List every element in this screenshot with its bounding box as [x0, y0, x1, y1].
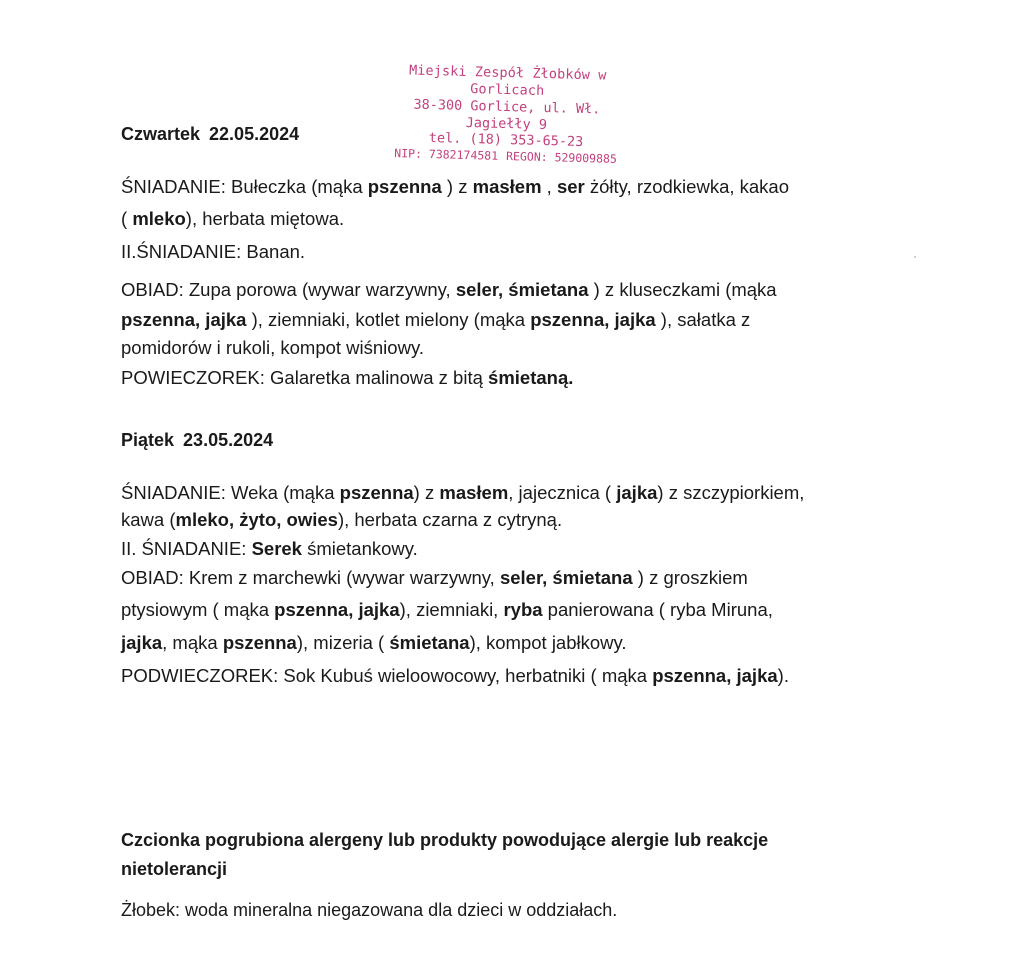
allergen-text: seler, śmietana	[455, 279, 589, 300]
menu-text: ) z groszkiem	[632, 567, 748, 588]
menu-text: ), herbata czarna z cytryną.	[337, 509, 563, 530]
menu-line	[121, 632, 921, 654]
allergen-text: pszenna, jajka	[652, 665, 778, 686]
menu-line	[121, 509, 921, 531]
day-date: 23.05.2024	[183, 430, 274, 450]
allergen-text: pszenna, jajka	[121, 309, 247, 330]
day-title-friday	[121, 430, 273, 451]
menu-text: pomidorów i rukoli, kompot wiśniowy.	[121, 337, 424, 358]
menu-line	[121, 241, 921, 263]
scan-speck	[914, 256, 916, 258]
menu-text: ,	[541, 176, 557, 197]
menu-text: ), herbata miętowa.	[185, 208, 345, 229]
menu-text: , jajecznica (	[508, 482, 617, 503]
allergen-text: mleko, żyto, owies	[175, 509, 338, 530]
menu-text: ), ziemniaki, kotlet mielony (mąka	[246, 309, 531, 330]
menu-text: PODWIECZOREK: Sok Kubuś wieloowocowy, herbatniki ( mąka	[121, 665, 653, 686]
allergen-text: śmietaną.	[488, 367, 574, 388]
menu-line	[121, 367, 921, 389]
menu-text: ), kompot jabłkowy.	[469, 632, 627, 653]
stamp-nip: NIP: 7382174581	[394, 146, 499, 163]
stamp-phone: tel. (18) 353-65-23	[428, 129, 584, 151]
allergen-text: mleko	[132, 208, 186, 229]
stamp-regon: REGON: 529009885	[505, 149, 618, 166]
allergen-text: pszenna	[339, 482, 414, 503]
day-name: Czwartek	[121, 124, 201, 144]
allergen-text: Serek	[251, 538, 302, 559]
day-title-thursday	[121, 124, 299, 145]
menu-text: panierowana ( ryba Miruna,	[542, 599, 773, 620]
menu-line	[121, 665, 921, 687]
menu-text: ) z	[413, 482, 440, 503]
allergen-note: Czcionka pogrubiona alergeny lub produkty powodujące alergie lub reakcje	[121, 830, 769, 850]
menu-text: (	[121, 208, 133, 229]
allergen-text: seler, śmietana	[499, 567, 633, 588]
menu-text: ) z kluseczkami (mąka	[588, 279, 777, 300]
menu-text: , mąka	[162, 632, 223, 653]
institution-stamp	[389, 62, 624, 167]
menu-text: ), sałatka z	[655, 309, 751, 330]
allergen-text: pszenna	[222, 632, 297, 653]
menu-line	[121, 208, 921, 230]
menu-text: ) z szczypiorkiem,	[657, 482, 805, 503]
allergen-text: ser	[556, 176, 585, 197]
menu-text: II.ŚNIADANIE: Banan.	[121, 241, 306, 262]
stamp-address: 38-300 Gorlice, ul. Wł. Jagiełły 9	[413, 96, 601, 134]
menu-line	[121, 279, 921, 301]
water-note: Żłobek: woda mineralna niegazowana dla dzieci w oddziałach.	[121, 900, 618, 920]
menu-text: POWIECZOREK: Galaretka malinowa z bitą	[121, 367, 489, 388]
allergen-note-cont: nietolerancji	[121, 859, 228, 879]
stamp-name: Miejski Zespół Żłobków w Gorlicach	[408, 62, 607, 99]
menu-text: śmietankowy.	[301, 538, 418, 559]
allergen-text: ryba	[503, 599, 543, 620]
menu-text: ŚNIADANIE: Bułeczka (mąka	[121, 176, 368, 197]
menu-text: żółty, rzodkiewka, kakao	[584, 176, 790, 197]
menu-line	[121, 599, 921, 621]
day-name: Piątek	[121, 430, 175, 450]
menu-text: ).	[777, 665, 789, 686]
allergen-text: jajka	[616, 482, 658, 503]
allergen-text: pszenna, jajka	[530, 309, 656, 330]
menu-line	[121, 176, 921, 198]
menu-line	[121, 309, 921, 331]
menu-line	[121, 337, 921, 359]
day-date: 22.05.2024	[209, 124, 300, 144]
menu-line	[121, 567, 921, 589]
menu-text: ), mizeria (	[296, 632, 390, 653]
menu-line	[121, 538, 921, 560]
allergen-text: pszenna	[367, 176, 442, 197]
allergen-text: pszenna, jajka	[274, 599, 400, 620]
allergen-text: masłem	[472, 176, 542, 197]
allergen-text: masłem	[439, 482, 509, 503]
menu-text: II. ŚNIADANIE:	[121, 538, 252, 559]
menu-text: ptysiowym ( mąka	[121, 599, 275, 620]
menu-text: ) z	[441, 176, 473, 197]
menu-text: OBIAD: Krem z marchewki (wywar warzywny,	[121, 567, 500, 588]
allergen-text: śmietana	[389, 632, 470, 653]
menu-text: ), ziemniaki,	[399, 599, 504, 620]
allergen-text: jajka	[121, 632, 163, 653]
menu-text: OBIAD: Zupa porowa (wywar warzywny,	[121, 279, 456, 300]
menu-text: kawa (	[121, 509, 176, 530]
menu-line	[121, 482, 921, 504]
menu-text: ŚNIADANIE: Weka (mąka	[121, 482, 340, 503]
